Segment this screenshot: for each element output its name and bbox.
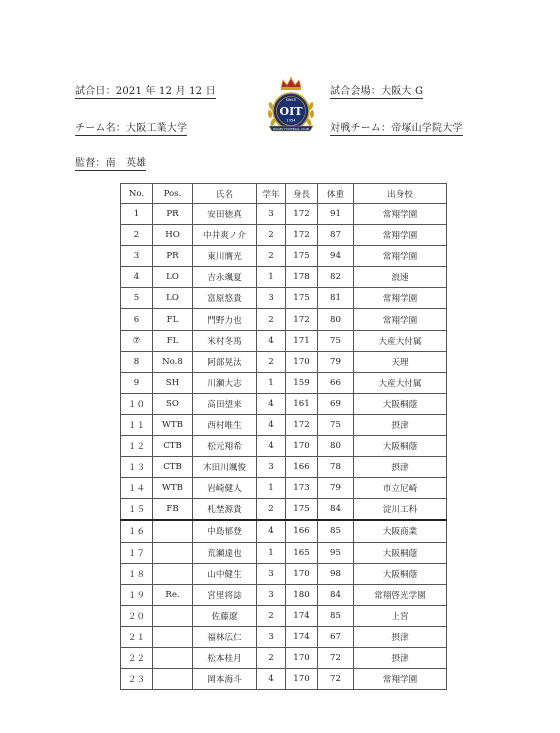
table-row (121, 436, 447, 457)
cell-height: 170 (286, 436, 318, 457)
cell-height: 166 (286, 520, 318, 542)
cell-position: WTB (153, 478, 193, 499)
header-row (121, 184, 447, 204)
cell-school: 常翔啓光学園 (354, 584, 447, 605)
cell-position: Re. (153, 584, 193, 605)
cell-weight: 81 (318, 288, 354, 309)
cell-name: 佐藤遼 (193, 605, 257, 626)
table-row (121, 584, 447, 605)
cell-weight: 84 (318, 499, 354, 521)
cell-height: 180 (286, 584, 318, 605)
venue-text: 試合会場：大阪大 G (330, 86, 424, 97)
cell-position (153, 626, 193, 647)
cell-weight: 85 (318, 520, 354, 542)
club-logo (264, 76, 318, 136)
cell-grade: 2 (257, 647, 286, 668)
table-row (121, 499, 447, 521)
cell-weight: 82 (318, 267, 354, 288)
cell-number: １８ (121, 563, 153, 584)
cell-name: 米村冬馬 (193, 330, 257, 351)
cell-number: 4 (121, 267, 153, 288)
cell-school: 摂津 (354, 414, 447, 435)
table-row (121, 647, 447, 668)
cell-position: SO (153, 393, 193, 414)
table-row (121, 478, 447, 499)
cell-position (153, 563, 193, 584)
cell-number: 3 (121, 246, 153, 267)
cell-weight: 80 (318, 309, 354, 330)
cell-weight: 84 (318, 584, 354, 605)
cell-grade: 3 (257, 584, 286, 605)
cell-school: 浪速 (354, 267, 447, 288)
cell-grade: 1 (257, 267, 286, 288)
cell-school: 摂津 (354, 626, 447, 647)
cell-grade: 2 (257, 225, 286, 246)
table-row (121, 246, 447, 267)
logo-year-text: 1954 (286, 118, 296, 123)
cell-school: 常翔学園 (354, 288, 447, 309)
cell-school: 大阪桐蔭 (354, 436, 447, 457)
cell-weight: 69 (318, 393, 354, 414)
cell-name: 東川膺光 (193, 246, 257, 267)
cell-grade: 4 (257, 669, 286, 690)
cell-position: PR (153, 246, 193, 267)
cell-name: 山中健生 (193, 563, 257, 584)
cell-position: SH (153, 372, 193, 393)
cell-weight: 87 (318, 225, 354, 246)
table-row (121, 520, 447, 542)
logo-oit-text: OIT (279, 105, 303, 118)
crown-icon (281, 77, 301, 90)
cell-number: ２２ (121, 647, 153, 668)
cell-name: 阿部晃汰 (193, 351, 257, 372)
cell-height: 172 (286, 204, 318, 225)
cell-number: １４ (121, 478, 153, 499)
cell-school: 常翔学園 (354, 225, 447, 246)
cell-position: CTB (153, 457, 193, 478)
cell-number: ２３ (121, 669, 153, 690)
table-row (121, 414, 447, 435)
cell-height: 172 (286, 309, 318, 330)
cell-position (153, 605, 193, 626)
cell-height: 172 (286, 225, 318, 246)
cell-weight: 95 (318, 542, 354, 563)
venue (330, 82, 423, 97)
coach (75, 154, 146, 169)
table-row (121, 457, 447, 478)
cell-height: 174 (286, 626, 318, 647)
team-name (75, 119, 187, 134)
cell-weight: 79 (318, 351, 354, 372)
cell-position (153, 669, 193, 690)
cell-number: 8 (121, 351, 153, 372)
cell-height: 159 (286, 372, 318, 393)
cell-height: 173 (286, 478, 318, 499)
table-row (121, 288, 447, 309)
match-date (75, 82, 216, 97)
cell-number: 1 (121, 204, 153, 225)
column-header-height: 身長 (286, 184, 318, 204)
cell-position (153, 520, 193, 542)
cell-name: 川瀬大志 (193, 372, 257, 393)
cell-weight: 85 (318, 605, 354, 626)
cell-name: 松元翔希 (193, 436, 257, 457)
cell-name: 松本桂月 (193, 647, 257, 668)
logo-band-text: RUGBY FOOTBALL CLUB (273, 126, 309, 131)
cell-school: 市立尼崎 (354, 478, 447, 499)
cell-name: 中井爽ノ介 (193, 225, 257, 246)
cell-position (153, 542, 193, 563)
table-row (121, 309, 447, 330)
cell-position: LO (153, 267, 193, 288)
cell-name: 中島郁登 (193, 520, 257, 542)
cell-height: 161 (286, 393, 318, 414)
cell-school: 大阪桐蔭 (354, 563, 447, 584)
cell-position: No.8 (153, 351, 193, 372)
cell-grade: 2 (257, 605, 286, 626)
cell-weight: 94 (318, 246, 354, 267)
table-row (121, 351, 447, 372)
cell-name: 富原悠貴 (193, 288, 257, 309)
cell-number: 5 (121, 288, 153, 309)
roster-table (120, 183, 447, 690)
cell-grade: 3 (257, 457, 286, 478)
cell-position: FL (153, 330, 193, 351)
table-row (121, 626, 447, 647)
cell-height: 170 (286, 351, 318, 372)
column-header-school: 出身校 (354, 184, 447, 204)
cell-grade: 2 (257, 246, 286, 267)
cell-school: 天理 (354, 351, 447, 372)
cell-school: 大産大付属 (354, 372, 447, 393)
cell-name: 岩崎健人 (193, 478, 257, 499)
cell-position: LO (153, 288, 193, 309)
cell-grade: 2 (257, 309, 286, 330)
table-row (121, 225, 447, 246)
cell-weight: 75 (318, 414, 354, 435)
cell-height: 171 (286, 330, 318, 351)
cell-number: １９ (121, 584, 153, 605)
cell-grade: 4 (257, 520, 286, 542)
cell-name: 宮里将誌 (193, 584, 257, 605)
cell-name: 高田望来 (193, 393, 257, 414)
column-header-grade: 学年 (257, 184, 286, 204)
cell-school: 大阪桐蔭 (354, 542, 447, 563)
cell-number: １５ (121, 499, 153, 521)
cell-number: １７ (121, 542, 153, 563)
cell-number: 6 (121, 309, 153, 330)
cell-name: 木田川颯俊 (193, 457, 257, 478)
cell-position: FB (153, 499, 193, 521)
table-row (121, 669, 447, 690)
cell-grade: 1 (257, 372, 286, 393)
cell-grade: 4 (257, 330, 286, 351)
cell-weight: 80 (318, 436, 354, 457)
opponent-team (330, 119, 463, 134)
cell-weight: 66 (318, 372, 354, 393)
table-row (121, 605, 447, 626)
cell-grade: 1 (257, 542, 286, 563)
cell-number: １１ (121, 414, 153, 435)
cell-position: CTB (153, 436, 193, 457)
opponent-team-text: 対戦チーム：帝塚山学院大学 (330, 123, 463, 134)
cell-weight: 91 (318, 204, 354, 225)
cell-grade: 1 (257, 478, 286, 499)
cell-position: FL (153, 309, 193, 330)
cell-name: 福林広仁 (193, 626, 257, 647)
cell-school: 摂津 (354, 647, 447, 668)
roster-header (121, 184, 447, 204)
cell-school: 常翔学園 (354, 309, 447, 330)
cell-name: 岡本海斗 (193, 669, 257, 690)
cell-school: 大産大付属 (354, 330, 447, 351)
table-row (121, 563, 447, 584)
cell-school: 淀川工科 (354, 499, 447, 521)
cell-weight: 78 (318, 457, 354, 478)
cell-number: １０ (121, 393, 153, 414)
cell-name: 札埜源貴 (193, 499, 257, 521)
cell-number: 2 (121, 225, 153, 246)
table-row (121, 330, 447, 351)
cell-height: 170 (286, 669, 318, 690)
cell-weight: 98 (318, 563, 354, 584)
roster-body (121, 204, 447, 690)
cell-school: 大阪桐蔭 (354, 393, 447, 414)
cell-school: 摂津 (354, 457, 447, 478)
cell-number: 9 (121, 372, 153, 393)
cell-school: 常翔学園 (354, 669, 447, 690)
cell-school: 常翔学園 (354, 204, 447, 225)
column-header-position: Pos. (153, 184, 193, 204)
cell-height: 174 (286, 605, 318, 626)
cell-grade: 3 (257, 626, 286, 647)
cell-name: 西村唯生 (193, 414, 257, 435)
cell-name: 荒瀬達也 (193, 542, 257, 563)
cell-grade: 3 (257, 204, 286, 225)
cell-height: 178 (286, 267, 318, 288)
table-row (121, 542, 447, 563)
cell-position (153, 647, 193, 668)
column-header-name: 氏名 (193, 184, 257, 204)
cell-school: 大阪商業 (354, 520, 447, 542)
coach-text: 監督：南 英雄 (75, 158, 147, 169)
cell-number: １３ (121, 457, 153, 478)
cell-name: 安田徳真 (193, 204, 257, 225)
table-row (121, 372, 447, 393)
cell-height: 170 (286, 647, 318, 668)
cell-position: PR (153, 204, 193, 225)
cell-weight: 75 (318, 330, 354, 351)
cell-position: WTB (153, 414, 193, 435)
cell-number: ２０ (121, 605, 153, 626)
cell-school: 常翔学園 (354, 246, 447, 267)
column-header-weight: 体重 (318, 184, 354, 204)
cell-weight: 79 (318, 478, 354, 499)
cell-height: 172 (286, 414, 318, 435)
table-row (121, 204, 447, 225)
cell-grade: 4 (257, 414, 286, 435)
cell-height: 175 (286, 246, 318, 267)
cell-school: 上宮 (354, 605, 447, 626)
cell-grade: 3 (257, 288, 286, 309)
cell-number: １６ (121, 520, 153, 542)
cell-grade: 3 (257, 563, 286, 584)
cell-height: 170 (286, 563, 318, 584)
cell-weight: 72 (318, 669, 354, 690)
cell-grade: 2 (257, 351, 286, 372)
cell-position: HO (153, 225, 193, 246)
team-name-text: チーム名：大阪工業大学 (75, 123, 188, 134)
table-row (121, 393, 447, 414)
cell-weight: 72 (318, 647, 354, 668)
cell-number: １２ (121, 436, 153, 457)
cell-height: 165 (286, 542, 318, 563)
cell-number: ２１ (121, 626, 153, 647)
cell-height: 175 (286, 288, 318, 309)
cell-grade: 2 (257, 499, 286, 521)
cell-height: 175 (286, 499, 318, 521)
table-row (121, 267, 447, 288)
cell-weight: 67 (318, 626, 354, 647)
logo-since-text: SINCE (285, 98, 297, 102)
match-date-text: 試合日：2021 年 12 月 12 日 (75, 86, 216, 97)
cell-height: 166 (286, 457, 318, 478)
cell-name: 門野力也 (193, 309, 257, 330)
column-header-number: No. (121, 184, 153, 204)
cell-grade: 4 (257, 393, 286, 414)
cell-number: ⑦ (121, 330, 153, 351)
cell-name: 吉永颯夏 (193, 267, 257, 288)
cell-grade: 4 (257, 436, 286, 457)
